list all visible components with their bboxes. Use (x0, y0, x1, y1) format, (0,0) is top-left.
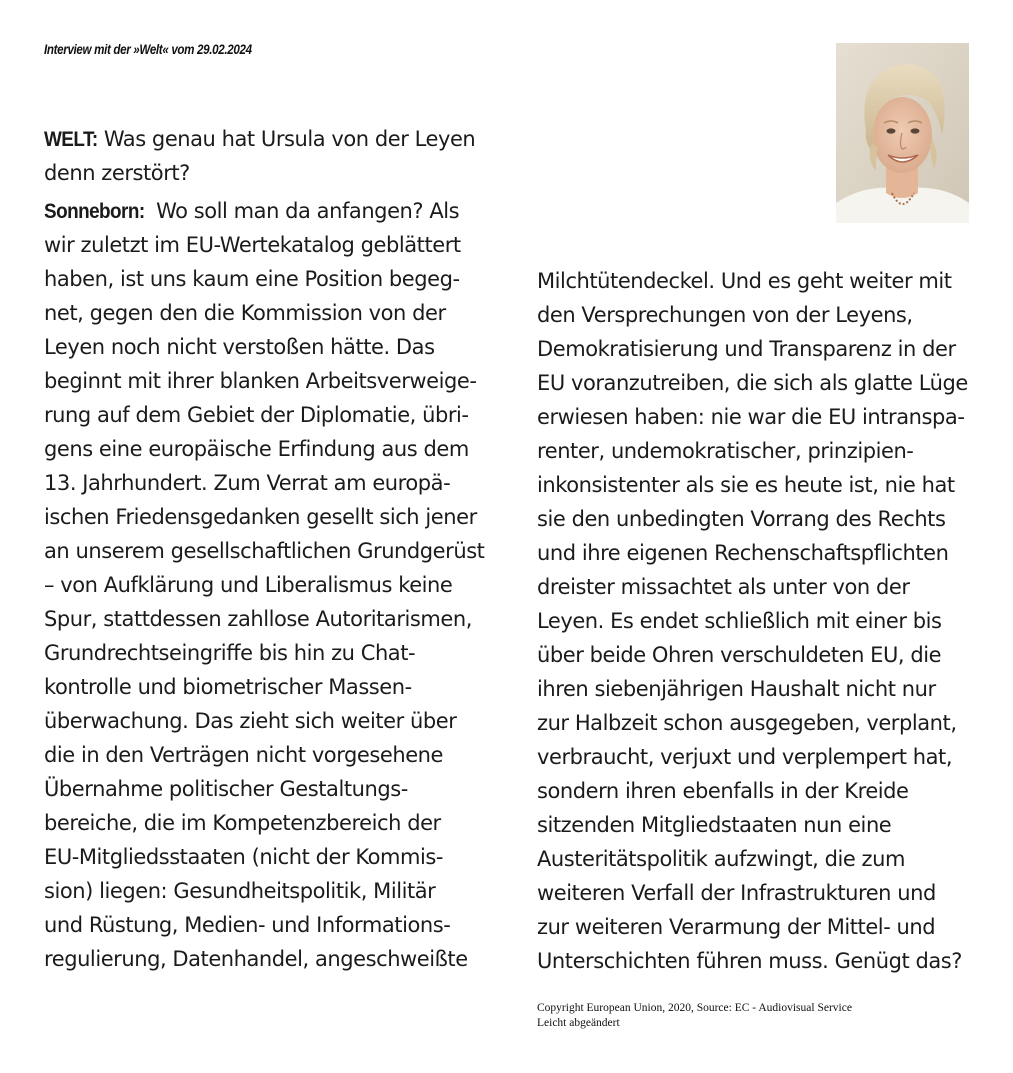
credit-note: Leicht abgeändert (537, 1017, 620, 1029)
answer-line: sitzenden Mitgliedstaaten nun eine (537, 813, 892, 837)
answer-line: sondern ihren ebenfalls in der Kreide (537, 779, 909, 803)
question-line: denn zerstört? (44, 161, 190, 185)
answer-line: Übernahme politischer Gestaltungs- (44, 777, 408, 801)
answer-line: ihren siebenjährigen Haushalt nicht nur (537, 677, 936, 701)
answer-line: – von Aufklärung und Liberalismus keine (44, 573, 453, 597)
answer-line: beginnt mit ihrer blanken Arbeitsverweige- (44, 369, 477, 393)
answer-line: bereiche, die im Kompetenzbereich der (44, 811, 441, 835)
answer-line: zur Halbzeit schon ausgegeben, verplant, (537, 711, 957, 735)
answer-line: Milchtütendeckel. Und es geht weiter mit (537, 269, 952, 293)
answer-line: dreister missachtet als unter von der (537, 575, 910, 599)
left-column (44, 122, 484, 976)
speaker-sonneborn: Sonneborn: (44, 200, 145, 223)
answer-line: Grundrechtseingriffe bis hin zu Chat- (44, 641, 416, 665)
credit-copyright: Copyright European Union, 2020, Source: EC - Audiovisual Service (537, 1002, 852, 1014)
answer-line: weiteren Verfall der Infrastrukturen und (537, 881, 936, 905)
answer-line: haben, ist uns kaum eine Position begeg- (44, 267, 460, 291)
answer-line: Demokratisierung und Transparenz in der (537, 337, 956, 361)
answer-line: Spur, stattdessen zahllose Autoritarismen, (44, 607, 472, 631)
answer-line: kontrolle und biometrischer Massen- (44, 675, 412, 699)
interview-header: Interview mit der »Welt« vom 29.02.2024 (44, 42, 252, 57)
answer-line: wir zuletzt im EU-Wertekatalog geblättert (44, 233, 461, 257)
answer-line: und Rüstung, Medien- und Informations- (44, 913, 451, 937)
answer-line: rung auf dem Gebiet der Diplomatie, übri- (44, 403, 469, 427)
answer-line: überwachung. Das zieht sich weiter über (44, 709, 457, 733)
answer-line: renter, undemokratischer, prinzipien- (537, 439, 914, 463)
photo-credit (537, 1001, 852, 1031)
answer-line: Unterschichten führen muss. Genügt das? (537, 949, 962, 973)
answer-line: EU voranzutreiben, die sich als glatte Lüge (537, 371, 968, 395)
answer-line: 13. Jahrhundert. Zum Verrat am europä- (44, 471, 451, 495)
answer-line: sion) liegen: Gesundheitspolitik, Militär (44, 879, 436, 903)
answer-line: inkonsistenter als sie es heute ist, nie hat (537, 473, 955, 497)
answer-line: Leyen. Es endet schließlich mit einer bis (537, 609, 942, 633)
right-column (537, 264, 977, 978)
answer-line (44, 194, 484, 228)
answer-line: verbraucht, verjuxt und verplempert hat, (537, 745, 953, 769)
answer-line: zur weiteren Verarmung der Mittel- und (537, 915, 936, 939)
answer-line: ischen Friedensgedanken gesellt sich jener (44, 505, 477, 529)
answer-line: net, gegen den die Kommission von der (44, 301, 446, 325)
answer-line: über beide Ohren verschuldeten EU, die (537, 643, 942, 667)
portrait-photo (836, 43, 969, 223)
answer-line: erwiesen haben: nie war die EU intranspa- (537, 405, 965, 429)
answer-line: und ihre eigenen Rechenschaftspflichten (537, 541, 949, 565)
question-text: Was genau hat Ursula von der Leyen (103, 127, 476, 151)
portrait-image (836, 43, 969, 223)
answer-text: Wo soll man da anfangen? Als (156, 199, 460, 223)
answer-line: EU-Mitgliedsstaaten (nicht der Kommis- (44, 845, 444, 869)
answer-line: regulierung, Datenhandel, angeschweißte (44, 947, 468, 971)
answer-line: Leyen noch nicht verstoßen hätte. Das (44, 335, 435, 359)
answer-line: an unserem gesellschaftlichen Grundgerüst (44, 539, 485, 563)
answer-line: Austeritätspolitik aufzwingt, die zum (537, 847, 905, 871)
answer-line: gens eine europäische Erfindung aus dem (44, 437, 469, 461)
question-line (44, 122, 484, 156)
answer-line: sie den unbedingten Vorrang des Rechts (537, 507, 946, 531)
answer-line: die in den Verträgen nicht vorgesehene (44, 743, 443, 767)
speaker-welt: WELT: (44, 128, 98, 151)
answer-line: den Versprechungen von der Leyens, (537, 303, 913, 327)
